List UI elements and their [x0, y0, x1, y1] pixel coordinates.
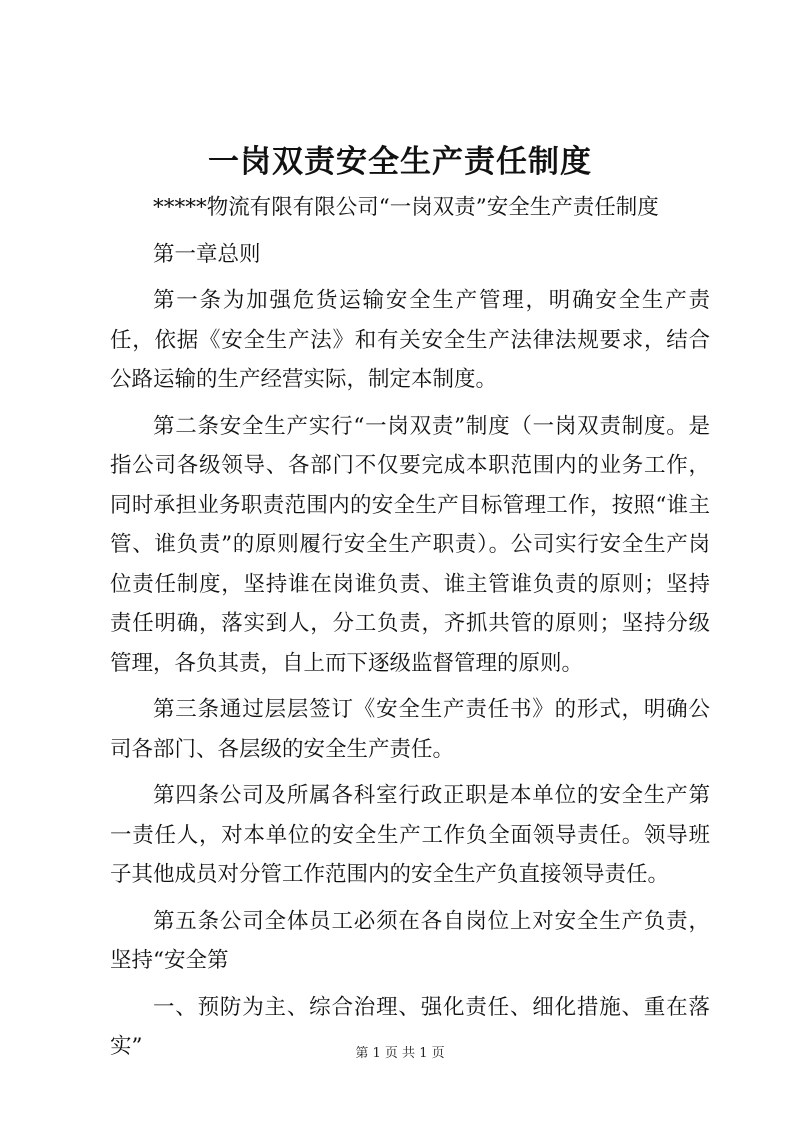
- document-body: [110, 188, 710, 1074]
- list-item: 一、预防为主、综合治理、强化责任、细化措施、重在落实”: [110, 994, 710, 1059]
- chapter-heading: 第一章总则: [153, 241, 261, 267]
- company-heading: *****物流有限有限公司“一岗双责”安全生产责任制度: [153, 195, 659, 220]
- article-5: 第五条公司全体员工必须在各自岗位上对安全生产负责，坚持“安全第: [110, 908, 710, 973]
- article-1: 第一条为加强危货运输安全生产管理，明确安全生产责任，依据《安全生产法》和有关安全生产法律法规要求，结合公路运输的生产经营实际，制定本制度。: [110, 288, 710, 392]
- article-4: 第四条公司及所属各科室行政正职是本单位的安全生产第一责任人，对本单位的安全生产工作负全面领导责任。领导班子其他成员对分管工作范围内的安全生产负直接领导责任。: [110, 783, 710, 887]
- article-3: 第三条通过层层签订《安全生产责任书》的形式，明确公司各部门、各层级的安全生产责任。: [110, 697, 710, 762]
- page-footer: 第 1 页 共 1 页: [355, 1046, 445, 1061]
- article-2: 第二条安全生产实行“一岗双责”制度（一岗双责制度。是指公司各级领导、各部门不仅要完成本职范围内的业务工作，同时承担业务职责范围内的安全生产目标管理工作，按照“谁主管、谁负责”的原则履行安全生产职责）。公司实行安全生产岗位责任制度，坚持谁在岗谁负责、谁主管谁负责的原则；坚持责任明确，落实到人，分工负责，齐抓共管的原则；坚持分级管理，各负其责，自上而下逐级监督管理的原则。: [110, 413, 710, 676]
- document-title: 一岗双责安全生产责任制度: [208, 144, 592, 180]
